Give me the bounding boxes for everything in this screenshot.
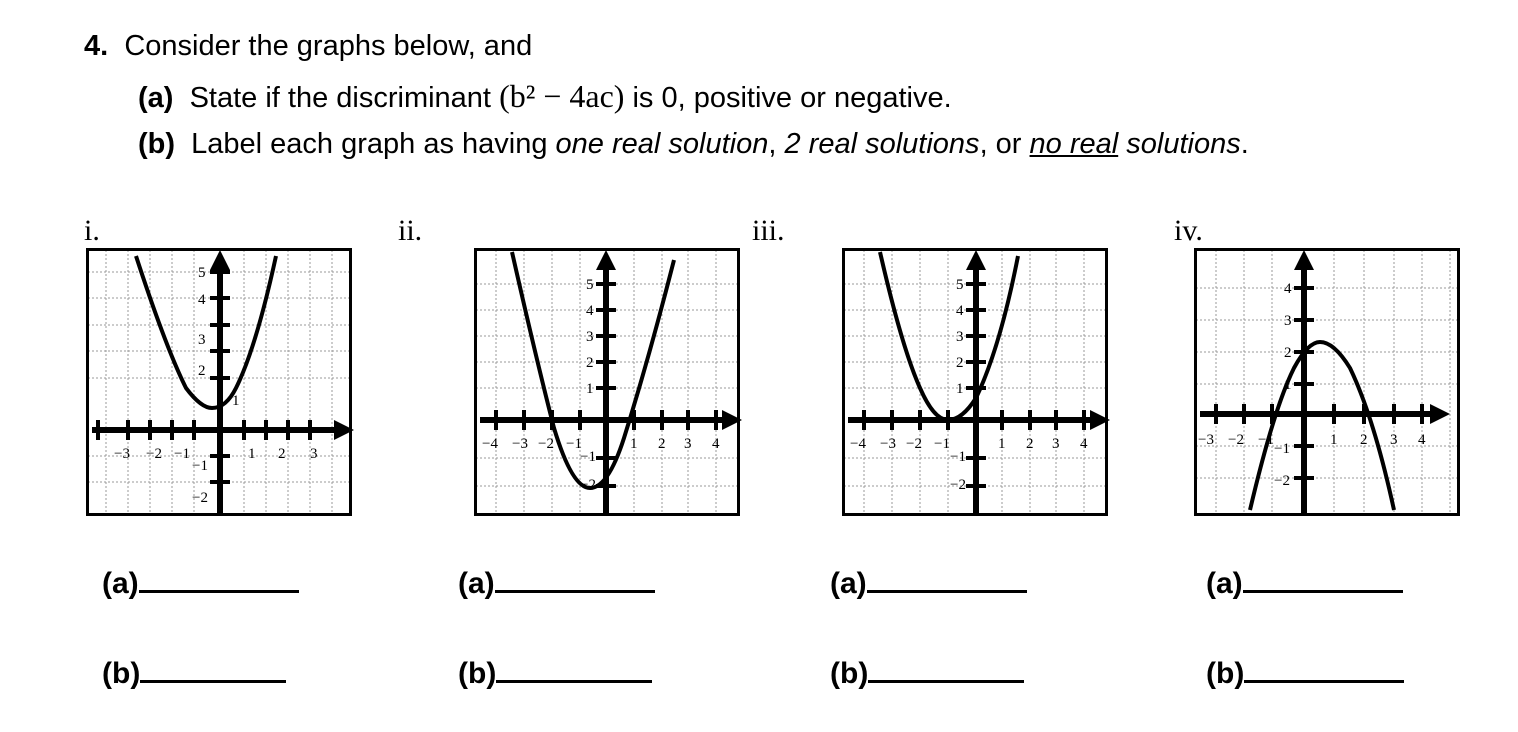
graph-ii-numeral: ii.: [398, 214, 423, 247]
graph-ii-ytick: −2: [580, 477, 596, 493]
graph-i-answer-b-blank[interactable]: [140, 656, 286, 683]
graph-iii-xtick: 3: [1052, 436, 1060, 452]
graph-ii: [474, 248, 744, 518]
graph-i-xtick: 3: [310, 446, 318, 462]
graph-iii-ytick: 4: [956, 303, 964, 319]
graph-ii-xtick: 4: [712, 436, 720, 452]
graph-iv-ytick: 1: [1284, 377, 1292, 393]
graph-iv-numeral: iv.: [1174, 214, 1203, 247]
part-b-text-4: .: [1240, 128, 1249, 160]
graph-i: [86, 248, 356, 518]
graph-iv-answer-b[interactable]: [1206, 656, 1404, 692]
graph-iv-ytick: −1: [1274, 441, 1290, 457]
question-part-b: [138, 126, 1249, 162]
graph-ii-ytick: 2: [586, 355, 594, 371]
graph-iii-y-arrow: [966, 250, 986, 270]
graph-iii-answer-b-label: (b): [830, 657, 869, 690]
graph-iii-xtick: −2: [906, 436, 922, 452]
graph-iii-answer-a-label: (a): [830, 567, 867, 600]
part-a-text-before: State if the discriminant: [189, 82, 491, 114]
question-number: 4.: [84, 30, 109, 62]
graph-i-ytick: −2: [192, 490, 208, 506]
graph-ii-ytick: 5: [586, 277, 594, 293]
graph-iv-answer-b-blank[interactable]: [1244, 656, 1404, 683]
option-no-real-rest: solutions: [1118, 128, 1241, 160]
option-two-real: 2 real solutions: [784, 128, 980, 160]
graph-i-xtick: 2: [278, 446, 286, 462]
graph-iv-tick-marks: [1216, 288, 1422, 478]
graph-i-answer-b-label: (b): [102, 657, 141, 690]
graph-iii-answer-a-blank[interactable]: [867, 566, 1027, 593]
graph-ii-xtick: 1: [630, 436, 638, 452]
graph-ii-xtick: −3: [512, 436, 528, 452]
part-a-text-after: is 0, positive or negative.: [632, 82, 952, 114]
graph-i-ytick: 2: [198, 363, 206, 379]
question-part-a: [138, 78, 952, 116]
graph-i-xtick: 1: [248, 446, 256, 462]
graph-i-ytick: 3: [198, 332, 206, 348]
graph-ii-xtick: −2: [538, 436, 554, 452]
graph-iii-xtick: −3: [880, 436, 896, 452]
graph-iv-ytick: 2: [1284, 345, 1292, 361]
graph-iv-axes: [1200, 260, 1438, 516]
part-a-label: (a): [138, 82, 174, 114]
graph-iv-ytick: −2: [1274, 473, 1290, 489]
graph-iii-ytick: 3: [956, 329, 964, 345]
graph-ii-answer-b-label: (b): [458, 657, 497, 690]
graph-i-xtick: −3: [114, 446, 130, 462]
graph-i-ytick: 4: [198, 292, 206, 308]
graph-iv-xtick: −3: [1198, 432, 1214, 448]
graph-ii-xtick: −1: [566, 436, 582, 452]
graph-iii-answer-a[interactable]: [830, 566, 1027, 602]
graph-iii-answer-b[interactable]: [830, 656, 1024, 692]
graph-iv-answer-a-label: (a): [1206, 567, 1243, 600]
graph-iii-ytick: −1: [950, 449, 966, 465]
graph-iii-xtick: 4: [1080, 436, 1088, 452]
part-b-text-3: , or: [979, 128, 1030, 160]
graph-iii-ytick: 2: [956, 355, 964, 371]
option-one-real: one real solution: [555, 128, 769, 160]
graph-ii-ytick: 4: [586, 303, 594, 319]
graph-i-ytick: 1: [232, 393, 240, 409]
graph-ii-answer-a[interactable]: [458, 566, 655, 602]
graph-iii-xtick: 1: [998, 436, 1006, 452]
graph-iv-xtick: −1: [1258, 432, 1274, 448]
graph-iii-xtick: 2: [1026, 436, 1034, 452]
part-b-text-2: ,: [768, 128, 785, 160]
graph-iii-xtick: −1: [934, 436, 950, 452]
graph-iii-numeral: iii.: [752, 214, 785, 247]
graph-iii-ytick: 1: [956, 381, 964, 397]
graph-i-answer-a-label: (a): [102, 567, 139, 600]
graph-i-numeral: i.: [84, 214, 100, 247]
graph-iv: [1194, 248, 1464, 518]
graph-ii-y-arrow: [596, 250, 616, 270]
graph-iv-answer-a[interactable]: [1206, 566, 1403, 602]
graph-iii: [842, 248, 1112, 518]
graph-ii-xtick: −4: [482, 436, 498, 452]
graph-ii-answer-b[interactable]: [458, 656, 652, 692]
part-b-label: (b): [138, 128, 176, 160]
graph-ii-answer-b-blank[interactable]: [496, 656, 652, 683]
graph-iii-answer-b-blank[interactable]: [868, 656, 1024, 683]
discriminant-expression: (b² − 4ac): [499, 78, 625, 114]
graph-iv-x-arrow: [1430, 404, 1450, 424]
graph-ii-xtick: 3: [684, 436, 692, 452]
graph-iii-xtick: −4: [850, 436, 866, 452]
graph-ii-ytick: 3: [586, 329, 594, 345]
graph-iv-grid: [1196, 250, 1460, 516]
graph-iv-xtick: 1: [1330, 432, 1338, 448]
graph-i-parabola: [136, 256, 276, 408]
graph-iv-ytick: 4: [1284, 281, 1292, 297]
graph-iv-answer-b-label: (b): [1206, 657, 1245, 690]
graph-i-y-arrow: [210, 250, 230, 270]
graph-iv-xtick: 3: [1390, 432, 1398, 448]
graph-i-xtick: −2: [146, 446, 162, 462]
graph-iv-answer-a-blank[interactable]: [1243, 566, 1403, 593]
question-line-1: [84, 28, 532, 64]
graph-i-xtick: −1: [174, 446, 190, 462]
part-b-text-1: Label each graph as having: [191, 128, 556, 160]
graph-i-ytick: −1: [192, 458, 208, 474]
graph-iv-ytick: 3: [1284, 313, 1292, 329]
graph-iii-ytick: 5: [956, 277, 964, 293]
graph-i-answer-a-blank[interactable]: [139, 566, 299, 593]
graph-iii-ytick: −2: [950, 477, 966, 493]
graph-iv-xtick: −2: [1228, 432, 1244, 448]
graph-ii-answer-a-blank[interactable]: [495, 566, 655, 593]
graph-ii-xtick: 2: [658, 436, 666, 452]
graph-ii-ytick: −1: [580, 449, 596, 465]
graph-iv-xtick: 2: [1360, 432, 1368, 448]
question-intro: Consider the graphs below, and: [124, 30, 533, 62]
graph-iv-xtick: 4: [1418, 432, 1426, 448]
graph-i-ytick: 5: [198, 265, 206, 281]
graph-ii-answer-a-label: (a): [458, 567, 495, 600]
graph-ii-ytick: 1: [586, 381, 594, 397]
option-no-real-underlined: no real: [1029, 128, 1119, 160]
graph-iv-y-arrow: [1294, 250, 1314, 270]
graph-i-answer-a[interactable]: [102, 566, 299, 602]
graph-i-answer-b[interactable]: [102, 656, 286, 692]
